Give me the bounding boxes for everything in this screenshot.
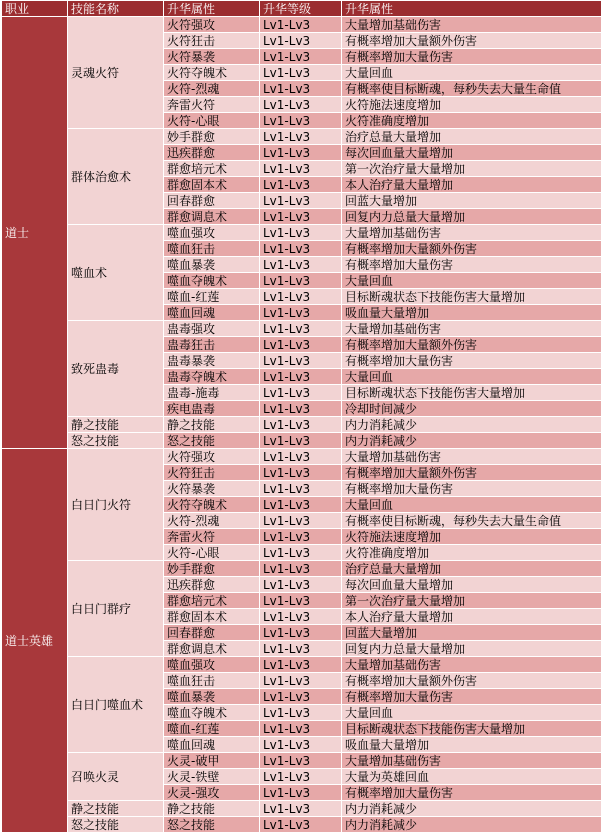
ascension-effect-cell: 本人治疗量大量增加 bbox=[342, 177, 602, 193]
ascension-level-cell: Lv1-Lv3 bbox=[260, 193, 342, 209]
ascension-attribute-cell: 蛊毒强攻 bbox=[164, 321, 260, 337]
ascension-level-cell: Lv1-Lv3 bbox=[260, 817, 342, 833]
ascension-attribute-cell: 噬血夺魄术 bbox=[164, 273, 260, 289]
ascension-effect-cell: 回蓝大量增加 bbox=[342, 193, 602, 209]
ascension-attribute-cell: 噬血狂击 bbox=[164, 673, 260, 689]
ascension-attribute-cell: 回春群愈 bbox=[164, 625, 260, 641]
ascension-level-cell: Lv1-Lv3 bbox=[260, 705, 342, 721]
table-row bbox=[2, 449, 602, 465]
ascension-attribute-cell: 噬血狂击 bbox=[164, 241, 260, 257]
ascension-attribute-cell: 群愈固本术 bbox=[164, 609, 260, 625]
ascension-effect-cell: 吸血量大量增加 bbox=[342, 305, 602, 321]
ascension-effect-cell: 大量增加基础伤害 bbox=[342, 17, 602, 33]
ascension-attribute-cell: 静之技能 bbox=[164, 417, 260, 433]
ascension-attribute-cell: 群愈培元术 bbox=[164, 593, 260, 609]
ascension-level-cell: Lv1-Lv3 bbox=[260, 513, 342, 529]
skill-name-cell: 白日门火符 bbox=[68, 449, 164, 561]
skill-name-cell: 怒之技能 bbox=[68, 433, 164, 449]
skill-name-cell: 致死蛊毒 bbox=[68, 321, 164, 417]
ascension-level-cell: Lv1-Lv3 bbox=[260, 465, 342, 481]
ascension-attribute-cell: 群愈培元术 bbox=[164, 161, 260, 177]
ascension-attribute-cell: 回春群愈 bbox=[164, 193, 260, 209]
ascension-effect-cell: 内力消耗减少 bbox=[342, 801, 602, 817]
ascension-attribute-cell: 火符夺魄术 bbox=[164, 497, 260, 513]
ascension-effect-cell: 每次回血量大量增加 bbox=[342, 577, 602, 593]
ascension-level-cell: Lv1-Lv3 bbox=[260, 577, 342, 593]
ascension-level-cell: Lv1-Lv3 bbox=[260, 401, 342, 417]
ascension-attribute-cell: 怒之技能 bbox=[164, 433, 260, 449]
ascension-attribute-cell: 火符-心眼 bbox=[164, 113, 260, 129]
ascension-level-cell: Lv1-Lv3 bbox=[260, 81, 342, 97]
ascension-attribute-cell: 火灵-强攻 bbox=[164, 785, 260, 801]
ascension-effect-cell: 大量增加基础伤害 bbox=[342, 657, 602, 673]
ascension-level-cell: Lv1-Lv3 bbox=[260, 449, 342, 465]
skill-name-cell: 召唤火灵 bbox=[68, 753, 164, 801]
ascension-level-cell: Lv1-Lv3 bbox=[260, 753, 342, 769]
header-ascension-level: 升华等级 bbox=[260, 1, 342, 17]
ascension-attribute-cell: 蛊毒夺魄术 bbox=[164, 369, 260, 385]
ascension-attribute-cell: 噬血强攻 bbox=[164, 657, 260, 673]
ascension-attribute-cell: 蛊毒狂击 bbox=[164, 337, 260, 353]
table-row bbox=[2, 817, 602, 833]
skill-name-cell: 静之技能 bbox=[68, 801, 164, 817]
ascension-level-cell: Lv1-Lv3 bbox=[260, 561, 342, 577]
ascension-attribute-cell: 妙手群愈 bbox=[164, 561, 260, 577]
ascension-effect-cell: 有概率使目标断魂，每秒失去大量生命值 bbox=[342, 513, 602, 529]
ascension-effect-cell: 有概率增加大量伤害 bbox=[342, 785, 602, 801]
ascension-attribute-cell: 奔雷火符 bbox=[164, 97, 260, 113]
ascension-effect-cell: 大量回血 bbox=[342, 497, 602, 513]
ascension-level-cell: Lv1-Lv3 bbox=[260, 369, 342, 385]
skill-name-cell: 白日门噬血术 bbox=[68, 657, 164, 753]
ascension-level-cell: Lv1-Lv3 bbox=[260, 241, 342, 257]
ascension-level-cell: Lv1-Lv3 bbox=[260, 385, 342, 401]
ascension-attribute-cell: 迅疾群愈 bbox=[164, 145, 260, 161]
ascension-level-cell: Lv1-Lv3 bbox=[260, 673, 342, 689]
ascension-attribute-cell: 噬血强攻 bbox=[164, 225, 260, 241]
skill-ascension-table bbox=[1, 0, 602, 833]
ascension-level-cell: Lv1-Lv3 bbox=[260, 209, 342, 225]
ascension-level-cell: Lv1-Lv3 bbox=[260, 129, 342, 145]
ascension-attribute-cell: 火灵-铁壁 bbox=[164, 769, 260, 785]
ascension-effect-cell: 目标断魂状态下技能伤害大量增加 bbox=[342, 289, 602, 305]
class-name-cell: 道士英雄 bbox=[2, 449, 68, 833]
ascension-level-cell: Lv1-Lv3 bbox=[260, 177, 342, 193]
skill-name-cell: 噬血术 bbox=[68, 225, 164, 321]
ascension-effect-cell: 回蓝大量增加 bbox=[342, 625, 602, 641]
ascension-level-cell: Lv1-Lv3 bbox=[260, 145, 342, 161]
ascension-level-cell: Lv1-Lv3 bbox=[260, 65, 342, 81]
ascension-level-cell: Lv1-Lv3 bbox=[260, 497, 342, 513]
ascension-attribute-cell: 火符-心眼 bbox=[164, 545, 260, 561]
ascension-effect-cell: 大量回血 bbox=[342, 65, 602, 81]
ascension-effect-cell: 大量增加基础伤害 bbox=[342, 753, 602, 769]
table-row bbox=[2, 433, 602, 449]
ascension-level-cell: Lv1-Lv3 bbox=[260, 545, 342, 561]
ascension-effect-cell: 有概率增加大量额外伤害 bbox=[342, 33, 602, 49]
ascension-level-cell: Lv1-Lv3 bbox=[260, 161, 342, 177]
ascension-level-cell: Lv1-Lv3 bbox=[260, 593, 342, 609]
ascension-attribute-cell: 噬血暴袭 bbox=[164, 689, 260, 705]
skill-name-cell: 怒之技能 bbox=[68, 817, 164, 833]
ascension-level-cell: Lv1-Lv3 bbox=[260, 321, 342, 337]
ascension-level-cell: Lv1-Lv3 bbox=[260, 49, 342, 65]
ascension-effect-cell: 有概率增加大量伤害 bbox=[342, 257, 602, 273]
ascension-level-cell: Lv1-Lv3 bbox=[260, 769, 342, 785]
table-row bbox=[2, 17, 602, 33]
ascension-effect-cell: 目标断魂状态下技能伤害大量增加 bbox=[342, 385, 602, 401]
ascension-level-cell: Lv1-Lv3 bbox=[260, 33, 342, 49]
ascension-level-cell: Lv1-Lv3 bbox=[260, 225, 342, 241]
ascension-level-cell: Lv1-Lv3 bbox=[260, 609, 342, 625]
ascension-attribute-cell: 火符-烈魂 bbox=[164, 81, 260, 97]
ascension-attribute-cell: 蛊毒-施毒 bbox=[164, 385, 260, 401]
ascension-effect-cell: 大量为英雄回血 bbox=[342, 769, 602, 785]
header-class: 职业 bbox=[2, 1, 68, 17]
ascension-effect-cell: 有概率增加大量额外伤害 bbox=[342, 241, 602, 257]
ascension-attribute-cell: 疾电蛊毒 bbox=[164, 401, 260, 417]
ascension-effect-cell: 大量增加基础伤害 bbox=[342, 321, 602, 337]
ascension-effect-cell: 有概率增加大量伤害 bbox=[342, 49, 602, 65]
ascension-level-cell: Lv1-Lv3 bbox=[260, 641, 342, 657]
skill-name-cell: 静之技能 bbox=[68, 417, 164, 433]
table-row bbox=[2, 129, 602, 145]
ascension-attribute-cell: 群愈调息术 bbox=[164, 209, 260, 225]
ascension-effect-cell: 内力消耗减少 bbox=[342, 817, 602, 833]
ascension-level-cell: Lv1-Lv3 bbox=[260, 97, 342, 113]
ascension-effect-cell: 大量增加基础伤害 bbox=[342, 449, 602, 465]
ascension-attribute-cell: 火灵-破甲 bbox=[164, 753, 260, 769]
ascension-effect-cell: 火符施法速度增加 bbox=[342, 97, 602, 113]
ascension-effect-cell: 有概率增加大量额外伤害 bbox=[342, 673, 602, 689]
ascension-effect-cell: 火符施法速度增加 bbox=[342, 529, 602, 545]
table-row bbox=[2, 801, 602, 817]
ascension-level-cell: Lv1-Lv3 bbox=[260, 801, 342, 817]
ascension-attribute-cell: 噬血夺魄术 bbox=[164, 705, 260, 721]
ascension-attribute-cell: 群愈调息术 bbox=[164, 641, 260, 657]
class-name-cell: 道士 bbox=[2, 17, 68, 449]
table-row bbox=[2, 417, 602, 433]
ascension-effect-cell: 有概率使目标断魂，每秒失去大量生命值 bbox=[342, 81, 602, 97]
ascension-effect-cell: 火符准确度增加 bbox=[342, 545, 602, 561]
skill-name-cell: 白日门群疗 bbox=[68, 561, 164, 657]
ascension-level-cell: Lv1-Lv3 bbox=[260, 289, 342, 305]
ascension-attribute-cell: 噬血-红莲 bbox=[164, 721, 260, 737]
ascension-effect-cell: 火符准确度增加 bbox=[342, 113, 602, 129]
ascension-attribute-cell: 群愈固本术 bbox=[164, 177, 260, 193]
ascension-effect-cell: 每次回血量大量增加 bbox=[342, 145, 602, 161]
ascension-effect-cell: 吸血量大量增加 bbox=[342, 737, 602, 753]
ascension-level-cell: Lv1-Lv3 bbox=[260, 273, 342, 289]
ascension-level-cell: Lv1-Lv3 bbox=[260, 113, 342, 129]
table-body bbox=[2, 17, 602, 833]
ascension-level-cell: Lv1-Lv3 bbox=[260, 737, 342, 753]
header-ascension-attribute: 升华属性 bbox=[164, 1, 260, 17]
ascension-level-cell: Lv1-Lv3 bbox=[260, 529, 342, 545]
ascension-level-cell: Lv1-Lv3 bbox=[260, 257, 342, 273]
ascension-attribute-cell: 静之技能 bbox=[164, 801, 260, 817]
ascension-level-cell: Lv1-Lv3 bbox=[260, 305, 342, 321]
ascension-attribute-cell: 火符夺魄术 bbox=[164, 65, 260, 81]
header-row bbox=[2, 1, 602, 17]
ascension-effect-cell: 目标断魂状态下技能伤害大量增加 bbox=[342, 721, 602, 737]
ascension-effect-cell: 大量回血 bbox=[342, 369, 602, 385]
table-row bbox=[2, 657, 602, 673]
ascension-effect-cell: 第一次治疗量大量增加 bbox=[342, 593, 602, 609]
ascension-effect-cell: 治疗总量大量增加 bbox=[342, 129, 602, 145]
ascension-level-cell: Lv1-Lv3 bbox=[260, 337, 342, 353]
ascension-attribute-cell: 妙手群愈 bbox=[164, 129, 260, 145]
ascension-level-cell: Lv1-Lv3 bbox=[260, 417, 342, 433]
ascension-effect-cell: 大量回血 bbox=[342, 273, 602, 289]
ascension-attribute-cell: 火符狂击 bbox=[164, 33, 260, 49]
ascension-effect-cell: 有概率增加大量伤害 bbox=[342, 481, 602, 497]
ascension-level-cell: Lv1-Lv3 bbox=[260, 481, 342, 497]
ascension-level-cell: Lv1-Lv3 bbox=[260, 433, 342, 449]
header-ascension-effect: 升华属性 bbox=[342, 1, 602, 17]
ascension-effect-cell: 回复内力总量大量增加 bbox=[342, 641, 602, 657]
ascension-effect-cell: 有概率增加大量伤害 bbox=[342, 689, 602, 705]
ascension-attribute-cell: 火符暴袭 bbox=[164, 49, 260, 65]
ascension-attribute-cell: 噬血-红莲 bbox=[164, 289, 260, 305]
ascension-effect-cell: 内力消耗减少 bbox=[342, 417, 602, 433]
ascension-attribute-cell: 火符-烈魂 bbox=[164, 513, 260, 529]
ascension-effect-cell: 第一次治疗量大量增加 bbox=[342, 161, 602, 177]
ascension-attribute-cell: 蛊毒暴袭 bbox=[164, 353, 260, 369]
ascension-level-cell: Lv1-Lv3 bbox=[260, 785, 342, 801]
ascension-attribute-cell: 奔雷火符 bbox=[164, 529, 260, 545]
ascension-effect-cell: 大量回血 bbox=[342, 705, 602, 721]
ascension-level-cell: Lv1-Lv3 bbox=[260, 721, 342, 737]
ascension-level-cell: Lv1-Lv3 bbox=[260, 625, 342, 641]
ascension-attribute-cell: 噬血暴袭 bbox=[164, 257, 260, 273]
ascension-attribute-cell: 火符强攻 bbox=[164, 17, 260, 33]
ascension-effect-cell: 有概率增加大量额外伤害 bbox=[342, 465, 602, 481]
table-row bbox=[2, 321, 602, 337]
ascension-attribute-cell: 火符强攻 bbox=[164, 449, 260, 465]
ascension-effect-cell: 内力消耗减少 bbox=[342, 433, 602, 449]
ascension-level-cell: Lv1-Lv3 bbox=[260, 689, 342, 705]
ascension-effect-cell: 冷却时间减少 bbox=[342, 401, 602, 417]
ascension-effect-cell: 大量增加基础伤害 bbox=[342, 225, 602, 241]
ascension-level-cell: Lv1-Lv3 bbox=[260, 657, 342, 673]
ascension-attribute-cell: 火符狂击 bbox=[164, 465, 260, 481]
table-row bbox=[2, 561, 602, 577]
ascension-effect-cell: 治疗总量大量增加 bbox=[342, 561, 602, 577]
ascension-effect-cell: 有概率增加大量伤害 bbox=[342, 353, 602, 369]
ascension-attribute-cell: 怒之技能 bbox=[164, 817, 260, 833]
ascension-attribute-cell: 迅疾群愈 bbox=[164, 577, 260, 593]
ascension-attribute-cell: 噬血回魂 bbox=[164, 305, 260, 321]
ascension-effect-cell: 有概率增加大量额外伤害 bbox=[342, 337, 602, 353]
table-row bbox=[2, 753, 602, 769]
ascension-level-cell: Lv1-Lv3 bbox=[260, 353, 342, 369]
ascension-attribute-cell: 噬血回魂 bbox=[164, 737, 260, 753]
ascension-level-cell: Lv1-Lv3 bbox=[260, 17, 342, 33]
table-row bbox=[2, 225, 602, 241]
ascension-attribute-cell: 火符暴袭 bbox=[164, 481, 260, 497]
ascension-effect-cell: 回复内力总量大量增加 bbox=[342, 209, 602, 225]
skill-name-cell: 灵魂火符 bbox=[68, 17, 164, 129]
header-skill-name: 技能名称 bbox=[68, 1, 164, 17]
ascension-effect-cell: 本人治疗量大量增加 bbox=[342, 609, 602, 625]
skill-name-cell: 群体治愈术 bbox=[68, 129, 164, 225]
